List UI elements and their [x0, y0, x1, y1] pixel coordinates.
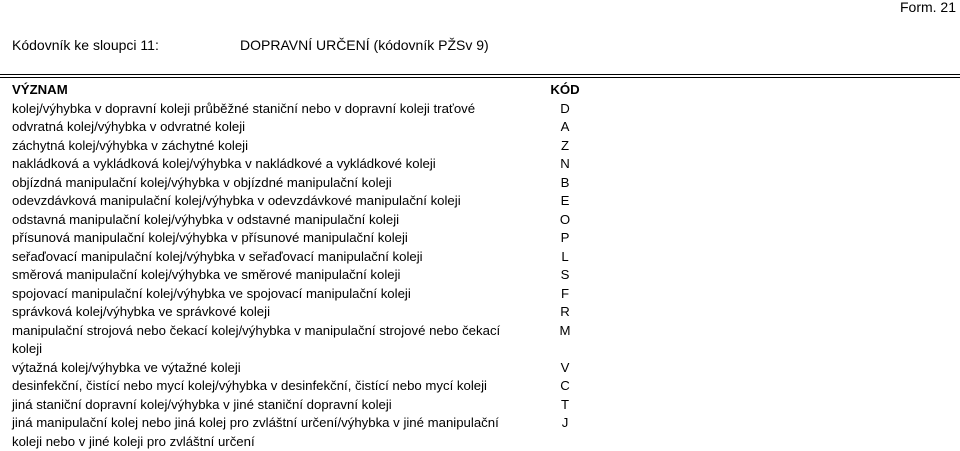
table-row [0, 414, 960, 451]
code-list-title: DOPRAVNÍ URČENÍ (kódovník PŽSv 9) [240, 37, 489, 53]
row-code: C [560, 378, 570, 393]
row-meaning: jiná manipulační kolej nebo jiná kolej pro zvláštní určení/výhybka v jiné manipulační koleji nebo v jiné koleji pro zvláštní určení [12, 415, 499, 449]
form-number: Form. 21 [899, 0, 956, 15]
row-code: M [559, 322, 571, 338]
table-row [0, 322, 960, 359]
table-row [0, 396, 960, 415]
row-meaning: nakládková a vykládková kolej/výhybka v nakládkové a vykládkové koleji [12, 156, 436, 171]
row-meaning: manipulační strojová nebo čekací kolej/výhybka v manipulační strojové nebo čekací koleji [12, 322, 501, 356]
table-row [0, 266, 960, 285]
row-meaning: seřaďovací manipulační kolej/výhybka v seřaďovací manipulační koleji [12, 248, 423, 264]
row-meaning: odevzdávková manipulační kolej/výhybka v odevzdávkové manipulační koleji [12, 193, 461, 208]
row-meaning: správková kolej/výhybka ve správkové koleji [12, 304, 271, 319]
table-row [0, 377, 960, 396]
row-code: Z [560, 137, 570, 153]
table-header-row [0, 81, 960, 100]
row-meaning: spojovací manipulační kolej/výhybka ve spojovací manipulační koleji [12, 285, 411, 301]
row-code: E [560, 193, 570, 208]
table-row [0, 211, 960, 230]
table-row [0, 155, 960, 174]
column-header-meaning: VÝZNAM [12, 82, 68, 97]
row-meaning: kolej/výhybka v dopravní koleji průběžné staniční nebo v dopravní koleji traťové [12, 100, 476, 116]
table-row [0, 118, 960, 137]
row-code: V [560, 359, 570, 375]
row-code: D [560, 100, 570, 116]
row-code: F [560, 285, 570, 301]
table-row [0, 248, 960, 267]
row-code: R [560, 304, 570, 319]
row-meaning: odvratná kolej/výhybka v odvratné koleji [12, 119, 246, 134]
table-second-rule [0, 77, 960, 78]
table-row [0, 174, 960, 193]
row-code: L [561, 248, 569, 264]
row-meaning: přísunová manipulační kolej/výhybka v přísunové manipulační koleji [12, 230, 408, 245]
row-code: T [560, 396, 570, 412]
column-header-code: KÓD [550, 82, 580, 97]
row-meaning: desinfekční, čistící nebo mycí kolej/výhybka v desinfekční, čistící nebo mycí koleji [12, 378, 487, 393]
row-code: N [560, 156, 570, 171]
table-row [0, 285, 960, 304]
table-row [0, 100, 960, 119]
row-code: O [559, 211, 571, 227]
column-label: Kódovník ke sloupci 11: [12, 37, 159, 53]
table-row [0, 192, 960, 211]
table-top-rule [0, 74, 960, 75]
row-meaning: směrová manipulační kolej/výhybka ve směrové manipulační koleji [12, 267, 401, 282]
row-code: S [560, 267, 570, 282]
row-meaning: jiná staniční dopravní kolej/výhybka v jiné staniční dopravní koleji [12, 396, 392, 412]
table-row [0, 303, 960, 322]
row-code: P [560, 230, 570, 245]
table-row [0, 359, 960, 378]
row-code: B [560, 174, 570, 190]
table-rows [0, 81, 960, 451]
row-meaning: záchytná kolej/výhybka v záchytné koleji [12, 137, 249, 153]
row-meaning: výtažná kolej/výhybka ve výtažné koleji [12, 359, 241, 375]
row-code: J [561, 415, 569, 430]
row-meaning: objízdná manipulační kolej/výhybka v objízdné manipulační koleji [12, 174, 392, 190]
table-row [0, 137, 960, 156]
table-row [0, 229, 960, 248]
row-meaning: odstavná manipulační kolej/výhybka v odstavné manipulační koleji [12, 211, 400, 227]
row-code: A [560, 119, 570, 134]
